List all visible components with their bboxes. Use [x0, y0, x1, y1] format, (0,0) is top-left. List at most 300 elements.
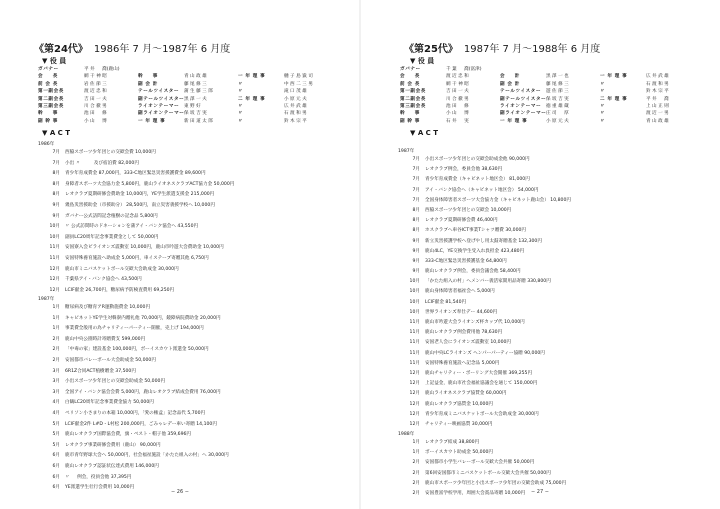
- officer-role: 幹 事: [138, 74, 158, 80]
- officer-entry: [500, 96, 600, 103]
- officer-role: 第三副会長: [38, 103, 64, 109]
- activity-text: 鹿山レオクラブ認証状伝達式費用 146,000円: [65, 463, 159, 469]
- activity-month: 9月: [412, 258, 420, 264]
- officer-name: 網 干 神 昭: [446, 81, 469, 87]
- year-label: 1986年: [38, 142, 55, 147]
- officer-entry: [600, 96, 700, 103]
- activity-row: [398, 328, 698, 338]
- activity-text: 幾島災害援助金（市援助分） 28,500円，南立災害義援学校へ 10,000円: [65, 202, 215, 208]
- activity-row: [398, 389, 698, 399]
- officer-name: 渡 辺 一 男: [646, 111, 669, 117]
- activity-text: 安国特殊養育施設へ助成金 5,000円，車イステーブ寄贈其他 6,750円: [65, 255, 209, 261]
- activity-row: [38, 451, 338, 462]
- activity-month: 2月: [52, 357, 60, 363]
- officer-entry: [238, 81, 338, 88]
- activity-row: [38, 222, 338, 233]
- officer-role: 会 長: [38, 74, 58, 80]
- officer-name: 東 野 好: [184, 103, 201, 109]
- officer-name: 吉 田 一 夫: [84, 96, 107, 102]
- activity-month: 1月: [412, 450, 420, 456]
- activity-month: 10月: [409, 299, 420, 305]
- activity-row: [398, 257, 698, 267]
- activity-month: 5月: [52, 442, 60, 448]
- activity-row: [398, 237, 698, 247]
- year-label: 1988年: [398, 432, 415, 437]
- activity-month: 11月: [49, 255, 60, 261]
- officer-row: [400, 88, 700, 95]
- activity-text: LCIF献金 81,540円: [425, 299, 467, 305]
- officers-table: [38, 66, 338, 125]
- activity-month: 10月: [409, 309, 420, 315]
- officer-entry: [400, 88, 500, 95]
- activity-row: [398, 175, 698, 185]
- activity-month: 11月: [49, 245, 60, 251]
- activity-row: [38, 420, 338, 431]
- activity-month: 12月: [409, 421, 420, 427]
- activity-month: 5月: [52, 421, 60, 427]
- activity-text: 青少年育成費金 87,000円，333-C地区緊急災害援護費金 89,600円: [65, 171, 206, 177]
- activity-row: [398, 277, 698, 287]
- activity-text: 副員LC20周年記念事業費金として 50,000円: [65, 234, 159, 240]
- activity-row: [38, 233, 338, 244]
- officer-role: 一 年 理 事: [500, 118, 528, 124]
- officer-name: 川 合 徹 男: [84, 103, 107, 109]
- officer-entry: [400, 96, 500, 103]
- activity-month: 2月: [412, 470, 420, 476]
- activity-month: 1月: [52, 305, 60, 310]
- activity-text: 新立災害援護学校へ登げやし用太鼓寄贈基金 132,300円: [425, 238, 542, 244]
- officer-name: 小 原 元 夫: [284, 96, 307, 102]
- activity-row: [38, 286, 338, 297]
- officer-row: [38, 110, 338, 117]
- officer-entry: [38, 88, 138, 95]
- officer-entry: [500, 118, 600, 125]
- officer-name: 網 干 神 昭: [84, 74, 107, 80]
- activity-row: [398, 469, 698, 479]
- officer-row: [38, 81, 338, 88]
- activity-month: 10月: [49, 224, 60, 230]
- period-label: 1986年 7 月～1987年 6 月度: [93, 44, 231, 55]
- officer-role: [500, 66, 546, 73]
- act-heading: ▼ A C T: [410, 129, 439, 137]
- officer-role: 〃: [600, 103, 606, 109]
- officer-entry: [138, 103, 238, 110]
- activity-row: [398, 308, 698, 318]
- officer-row: [38, 96, 338, 103]
- activity-text: 〃 公式訪問時のドネーションを蒲アイ・バンク協会へ 43,550円: [65, 224, 199, 230]
- officer-entry: [138, 96, 238, 103]
- activity-row: [398, 420, 698, 430]
- officer-name: 川 合 徹 男: [446, 96, 469, 102]
- activity-month: 8月: [412, 207, 420, 213]
- act-heading: ▼ A C T: [42, 129, 71, 137]
- activity-month: 7月: [412, 157, 420, 162]
- activity-row: [38, 169, 338, 180]
- activity-text: レオクラブ夏期研修会費 46,400円: [425, 218, 498, 224]
- officer-entry: [500, 66, 600, 73]
- officer-role: 一 年 理 事: [238, 74, 266, 80]
- activity-month: 12月: [409, 401, 420, 407]
- activity-month: 12月: [49, 266, 60, 272]
- officer-entry: [238, 66, 338, 73]
- officer-role: 第一副会長: [400, 89, 426, 95]
- activity-row: [38, 377, 338, 388]
- officer-entry: [500, 73, 600, 80]
- officer-name: [546, 66, 600, 73]
- activity-row: [38, 180, 338, 191]
- activity-month: 6月: [52, 453, 60, 459]
- officer-role: 一 年 理 事: [600, 74, 628, 80]
- officer-entry: [400, 118, 500, 125]
- activity-row: [38, 275, 338, 286]
- activity-row: [398, 369, 698, 379]
- officer-role: 幹 事: [400, 111, 420, 117]
- activity-month: 9月: [52, 202, 60, 208]
- officer-role: 〃: [238, 81, 244, 87]
- officer-entry: [238, 73, 338, 80]
- activity-text: チャリティー映画協賛 30,000円: [425, 421, 493, 427]
- activity-row: [38, 409, 338, 420]
- officer-role: 副 幹 事: [38, 118, 58, 124]
- activity-row: [38, 148, 338, 159]
- officer-entry: [600, 88, 700, 95]
- officer-entry: [400, 103, 500, 110]
- activity-text: 鹿山レオクラブ例会費用他 78,630円: [425, 330, 503, 336]
- officer-role: 副テールツイスター: [138, 96, 184, 102]
- activity-row: [38, 212, 338, 223]
- activity-month: 11月: [409, 320, 420, 325]
- activity-month: 2月: [52, 336, 60, 342]
- officer-name: 吉 田 一 夫: [446, 89, 469, 95]
- activity-month: 9月: [52, 213, 60, 219]
- activity-text: 鹿山4LC，YE交換学生受入れ負担金 423,480円: [425, 248, 525, 254]
- activity-text: 西脇スポーツ少年団との交歓会 10,000円: [425, 207, 512, 213]
- activity-month: 8月: [412, 228, 420, 234]
- officer-name: 鈴 木 宗 平: [646, 89, 669, 95]
- generation-label: 《第25代》: [404, 44, 458, 55]
- activity-text: 鹿山市吟遊大会ライオンズ杯カップ代 10,000円: [425, 320, 525, 325]
- activity-row: [398, 448, 698, 458]
- activity-text: ペリソン小さまりの本箱 10,000円，「愛の権盒」記念品代 5,700円: [65, 410, 206, 416]
- activity-text: LCIF献金 26,700円，糖尿病予防検査費用 69,250円: [65, 287, 175, 293]
- generation-label: 《第24代》: [34, 44, 88, 55]
- officer-name: 青 山 政 雄: [646, 118, 669, 124]
- activity-text: 鹿山市ミニバスケットボール交歓大会助成金 30,000円: [65, 266, 179, 272]
- activity-month: 7月: [412, 187, 420, 193]
- activity-row: [398, 298, 698, 308]
- activity-text: 鹿山中央公園時計寄贈費支 599,000円: [65, 336, 146, 342]
- activity-row: [38, 243, 338, 254]
- activity-month: 2月: [412, 460, 420, 466]
- officer-entry: [138, 110, 238, 117]
- officer-entry: [138, 88, 238, 95]
- officer-entry: [600, 73, 700, 80]
- officer-entry: [238, 118, 338, 125]
- activity-month: 3月: [52, 368, 60, 374]
- activity-text: 安国老人会にライオンズ震動室 10,000円: [425, 340, 512, 346]
- activity-text: 安国都市小学生バレーボール交歓大会共催 50,000円: [425, 460, 535, 466]
- officer-role: 一 年 理 事: [138, 118, 166, 124]
- activity-month: 12月: [49, 277, 60, 283]
- officer-row: [400, 118, 700, 125]
- activity-text: アイ・バンク協会へ（キャビネット地区会） 54,000円: [425, 187, 539, 193]
- activity-month: 12月: [409, 381, 420, 387]
- year-label: 1987年: [38, 297, 55, 302]
- activity-text: 糖尿病及び糖育アR運動施費金 10,000円: [65, 305, 151, 310]
- activity-text: 鹿山ライオネスクラブ協賛金 60,000円: [425, 391, 507, 397]
- officer-name: 広 井 武 雄: [284, 103, 307, 109]
- activity-month: 2月: [412, 490, 420, 496]
- officer-role: 第二副会長: [400, 96, 426, 102]
- activity-text: 全国アイ・バンク協会会費 5,000円，鹿山レオクラブ結成会費用 76,000円: [65, 389, 221, 395]
- officer-entry: [400, 81, 500, 88]
- officer-role: [238, 66, 284, 73]
- officer-role: 二 年 理 事: [238, 96, 266, 102]
- officer-role: 幹 事: [38, 111, 58, 117]
- activity-month: 2月: [52, 347, 60, 353]
- activity-month: 6月: [52, 474, 60, 480]
- officer-row: [38, 103, 338, 110]
- officer-entry: [38, 73, 138, 80]
- officer-role: 前 会 長: [38, 81, 58, 87]
- activity-month: 9月: [412, 248, 420, 254]
- officer-name: 池 田 修: [84, 111, 107, 117]
- activity-text: 西脇スポーツ少年団との交歓会費 10,000円: [65, 150, 156, 155]
- activity-month: 11月: [409, 350, 420, 356]
- period-label: 1987年 7 月～1988年 6 月度: [463, 44, 601, 55]
- officer-role: 副 幹 事: [400, 118, 420, 124]
- officer-entry: [500, 88, 600, 95]
- activity-month: 12月: [409, 370, 420, 376]
- activity-row: [38, 201, 338, 212]
- activity-text: 安国特殊養育施設へ記念品 5,000円: [425, 360, 500, 366]
- officer-role: 第二副会長: [38, 96, 64, 102]
- officer-role: 会 計: [500, 74, 520, 80]
- activity-text: 「中毒の家」建設基金 100,000円，ボーイスカウト派遣金 50,000円: [65, 347, 209, 353]
- activity-list: [38, 148, 338, 296]
- officer-entry: [238, 103, 338, 110]
- officer-role: 〃: [600, 111, 606, 117]
- officer-entry: [138, 73, 238, 80]
- activity-row: [38, 324, 338, 335]
- activity-month: 12月: [409, 391, 420, 397]
- officer-row: [400, 66, 700, 73]
- officer-row: [38, 66, 338, 73]
- page-number: − 26 −: [171, 489, 189, 495]
- officer-name: 保 坂 吉 実: [184, 111, 207, 117]
- activity-row: [38, 430, 338, 441]
- activity-row: [398, 458, 698, 468]
- activity-text: ボーイスカウト助成金 50,000円: [425, 450, 494, 456]
- officer-entry: [238, 110, 338, 117]
- officer-role: 〃: [238, 103, 244, 109]
- activity-row: [398, 287, 698, 297]
- officer-role: 〃: [600, 89, 606, 95]
- officer-role: [138, 66, 184, 73]
- officer-entry: [38, 66, 138, 73]
- activity-month: 1月: [412, 440, 420, 445]
- activity-text: ガバナー公式訪問記念植樹の記念品 5,800円: [65, 213, 158, 219]
- officer-entry: [138, 66, 238, 73]
- activity-text: レオクラブ例会，委員会他 38,630円: [425, 167, 503, 173]
- officer-name: 広 井 武 雄: [646, 74, 669, 80]
- officer-name: [284, 66, 338, 73]
- officer-name: 小 山 博: [446, 111, 469, 117]
- officer-entry: [238, 96, 338, 103]
- activity-text: 鹿山市スポーツ少年団と小出スポーツ少年団の交歓会助成 75,000円: [425, 480, 567, 486]
- activity-row: [398, 359, 698, 369]
- officer-role: 〃: [238, 89, 244, 95]
- activity-month: 11月: [409, 340, 420, 346]
- activity-month: 7月: [52, 150, 60, 155]
- year-label: 1987年: [398, 149, 415, 154]
- officer-entry: [600, 66, 700, 73]
- officer-role: 〃: [600, 118, 606, 124]
- activity-month: 7月: [412, 197, 420, 203]
- activity-row: [38, 356, 338, 367]
- activity-month: 8月: [52, 192, 60, 198]
- officer-name: 岩 佐 節 三: [84, 81, 107, 87]
- activity-month: 8月: [52, 181, 60, 187]
- officer-role: ライオンテーマー: [138, 103, 180, 109]
- officer-name: 黒 澤 一 也: [546, 74, 569, 80]
- activity-text: ホスクラブへ車谷ICT事業Tシャツ贈費 30,000円: [425, 228, 527, 234]
- officer-name: 新 田 道 太 郎: [184, 118, 213, 124]
- officer-entry: [500, 110, 600, 117]
- activity-text: 千葉県アイ・バンク協会へ 43,500円: [65, 277, 142, 283]
- officer-role: 第一副会長: [38, 89, 64, 95]
- officer-role: 前 会 長: [400, 81, 420, 87]
- activity-row: [38, 367, 338, 378]
- activity-text: 身障者スポーツ大会協力金 5,800円，鹿山ライオネスクラブACT協力金 50,000円: [65, 181, 235, 187]
- officer-entry: [400, 73, 500, 80]
- officer-role: 副ライオンテーマー: [138, 111, 184, 117]
- activity-row: [38, 398, 338, 409]
- activity-text: レオクラブ夏期研修会費助金 10,000円，YE学生派遣支援金 215,000円: [65, 192, 215, 198]
- officer-entry: [500, 103, 600, 110]
- right-page: [360, 0, 720, 509]
- officer-name: 遊 佐 節 三: [546, 89, 569, 95]
- activity-text: 鹿山チャリティー・ボーリング大会開催 369,255円: [425, 370, 533, 376]
- officer-name: 庄 司 厚: [546, 111, 569, 117]
- activity-text: 第6回安国都市ミニバスケットボール交歓大会共催 50,000円: [425, 470, 551, 476]
- page-title: [404, 40, 600, 55]
- officer-entry: [38, 110, 138, 117]
- page-number: − 27 −: [531, 489, 549, 495]
- officers-heading: ▼ 役 員: [42, 57, 67, 65]
- officer-name: 中 西 二 三 男: [284, 81, 313, 87]
- officer-role: 副テールツイスター: [500, 96, 546, 102]
- activity-text: 鹿山レオクラブ例会，委員会議会他 58,400円: [425, 269, 521, 275]
- officer-name: 小 原 元 夫: [546, 118, 569, 124]
- activity-month: 3月: [52, 379, 60, 385]
- activity-text: 安国寮入会ビライオンズ震動室 10,000円，鹿山市吟遊大会費助金 10,000円: [65, 245, 224, 251]
- officer-role: 〃: [600, 81, 606, 87]
- officer-name: [646, 66, 700, 73]
- activity-row: [38, 314, 338, 325]
- activity-text: 小出 〃 及び宿泊費 82,000円: [65, 160, 139, 166]
- activity-list: [38, 303, 338, 494]
- activity-text: 鹿市青年野球大会へ 50,000円，社会福祉施設「かたた組入の村」へ 30,000円: [65, 453, 229, 459]
- officer-role: 副 会 計: [500, 81, 520, 87]
- activity-row: [398, 267, 698, 277]
- activity-text: 小出スポーツ少年団との交歓会助成金 50,000円: [65, 379, 166, 385]
- activity-row: [38, 441, 338, 452]
- activity-month: 4月: [52, 400, 60, 406]
- officer-entry: [238, 88, 338, 95]
- officer-entry: [138, 118, 238, 125]
- activity-text: 鹿山レオクラブ国際協会費，旗・ベスト・帽子他 359,696円: [65, 432, 192, 438]
- officer-name: 上 山 正 則: [646, 103, 669, 109]
- activity-text: 「かたた組入の村」へメンバー義活家閑用品寄贈 330,800円: [425, 279, 551, 285]
- officer-entry: [400, 66, 500, 73]
- activity-month: 8月: [52, 171, 60, 177]
- activity-row: [38, 462, 338, 473]
- activity-row: [398, 349, 698, 359]
- activity-row: [38, 159, 338, 170]
- activity-text: 小出スポーツ少年団との交歓会助成金他 90,000円: [425, 157, 530, 162]
- officer-name: 平 井 喬: [646, 96, 669, 102]
- activity-text: レオクラブ結成 38,800円: [425, 440, 480, 445]
- activity-text: 全国身体障害者スポーツ大会協力金（キャビネット鹿山会） 10,800円: [425, 197, 571, 203]
- officer-name: 黒 澤 一 夫: [184, 96, 207, 102]
- officer-entry: [38, 81, 138, 88]
- activity-month: 12月: [409, 411, 420, 417]
- officer-role: ライオンテーマー: [500, 103, 542, 109]
- officer-role: 二 年 理 事: [600, 96, 628, 102]
- activity-row: [398, 400, 698, 410]
- officer-role: 副 会 計: [138, 81, 158, 87]
- officer-entry: [38, 103, 138, 110]
- activity-row: [398, 186, 698, 196]
- activity-row: [398, 318, 698, 328]
- activity-month: 9月: [412, 238, 420, 244]
- officer-name: 樋 子 島 嶽 司: [284, 74, 313, 80]
- officer-role: テールツイスター: [138, 89, 180, 95]
- activity-month: 6月: [52, 463, 60, 469]
- activity-month: 5月: [52, 432, 60, 438]
- activity-text: 青少年育成費金（キャビネット地区会） 81,000円: [425, 177, 530, 183]
- officer-name: 渡 辺 忠 和: [84, 89, 107, 95]
- officer-name: 徳 重 雄 蔵: [546, 103, 569, 109]
- activity-row: [398, 165, 698, 175]
- activity-row: [398, 479, 698, 489]
- activity-month: 9月: [412, 269, 420, 275]
- officer-row: [38, 88, 338, 95]
- activity-text: LCIF献金2件 L#D・L村松 200,000円，ごみゃレデー車い寄贈 14,100円: [65, 421, 217, 427]
- activity-month: 3月: [52, 389, 60, 395]
- activity-row: [398, 338, 698, 348]
- officer-role: ガバナー: [38, 67, 59, 72]
- activity-row: [398, 196, 698, 206]
- activity-row: [398, 216, 698, 226]
- activity-text: 333-C地区緊急災害援護基金 64,800円: [425, 258, 507, 264]
- activity-month: 2月: [412, 480, 420, 486]
- officer-entry: [500, 81, 600, 88]
- activity-month: 8月: [412, 218, 420, 224]
- officer-name: 蒲 生 藤 三 郎: [184, 89, 213, 95]
- activity-text: 白鶴LC20周年記念事業費金協力 50,000円: [65, 400, 154, 406]
- officer-name: 青 山 政 雄: [184, 74, 207, 80]
- activity-text: 安国都市バレーボール大会助成金 50,000円: [65, 357, 156, 363]
- activity-list: [398, 155, 698, 430]
- officer-name: 平 井 喬(鹿山): [84, 67, 120, 72]
- activity-text: レオクラブ事業研修会費用（鹿山） 90,000円: [65, 442, 161, 448]
- activity-row: [398, 206, 698, 216]
- officer-name: 藤 尾 修 三: [546, 81, 569, 87]
- officer-role: 副ライオンテーマー: [500, 111, 546, 117]
- activity-text: キャピネットYE学生対韓寮内贈礼他 70,000円，鏡障病院費助金 20,000円: [65, 315, 221, 321]
